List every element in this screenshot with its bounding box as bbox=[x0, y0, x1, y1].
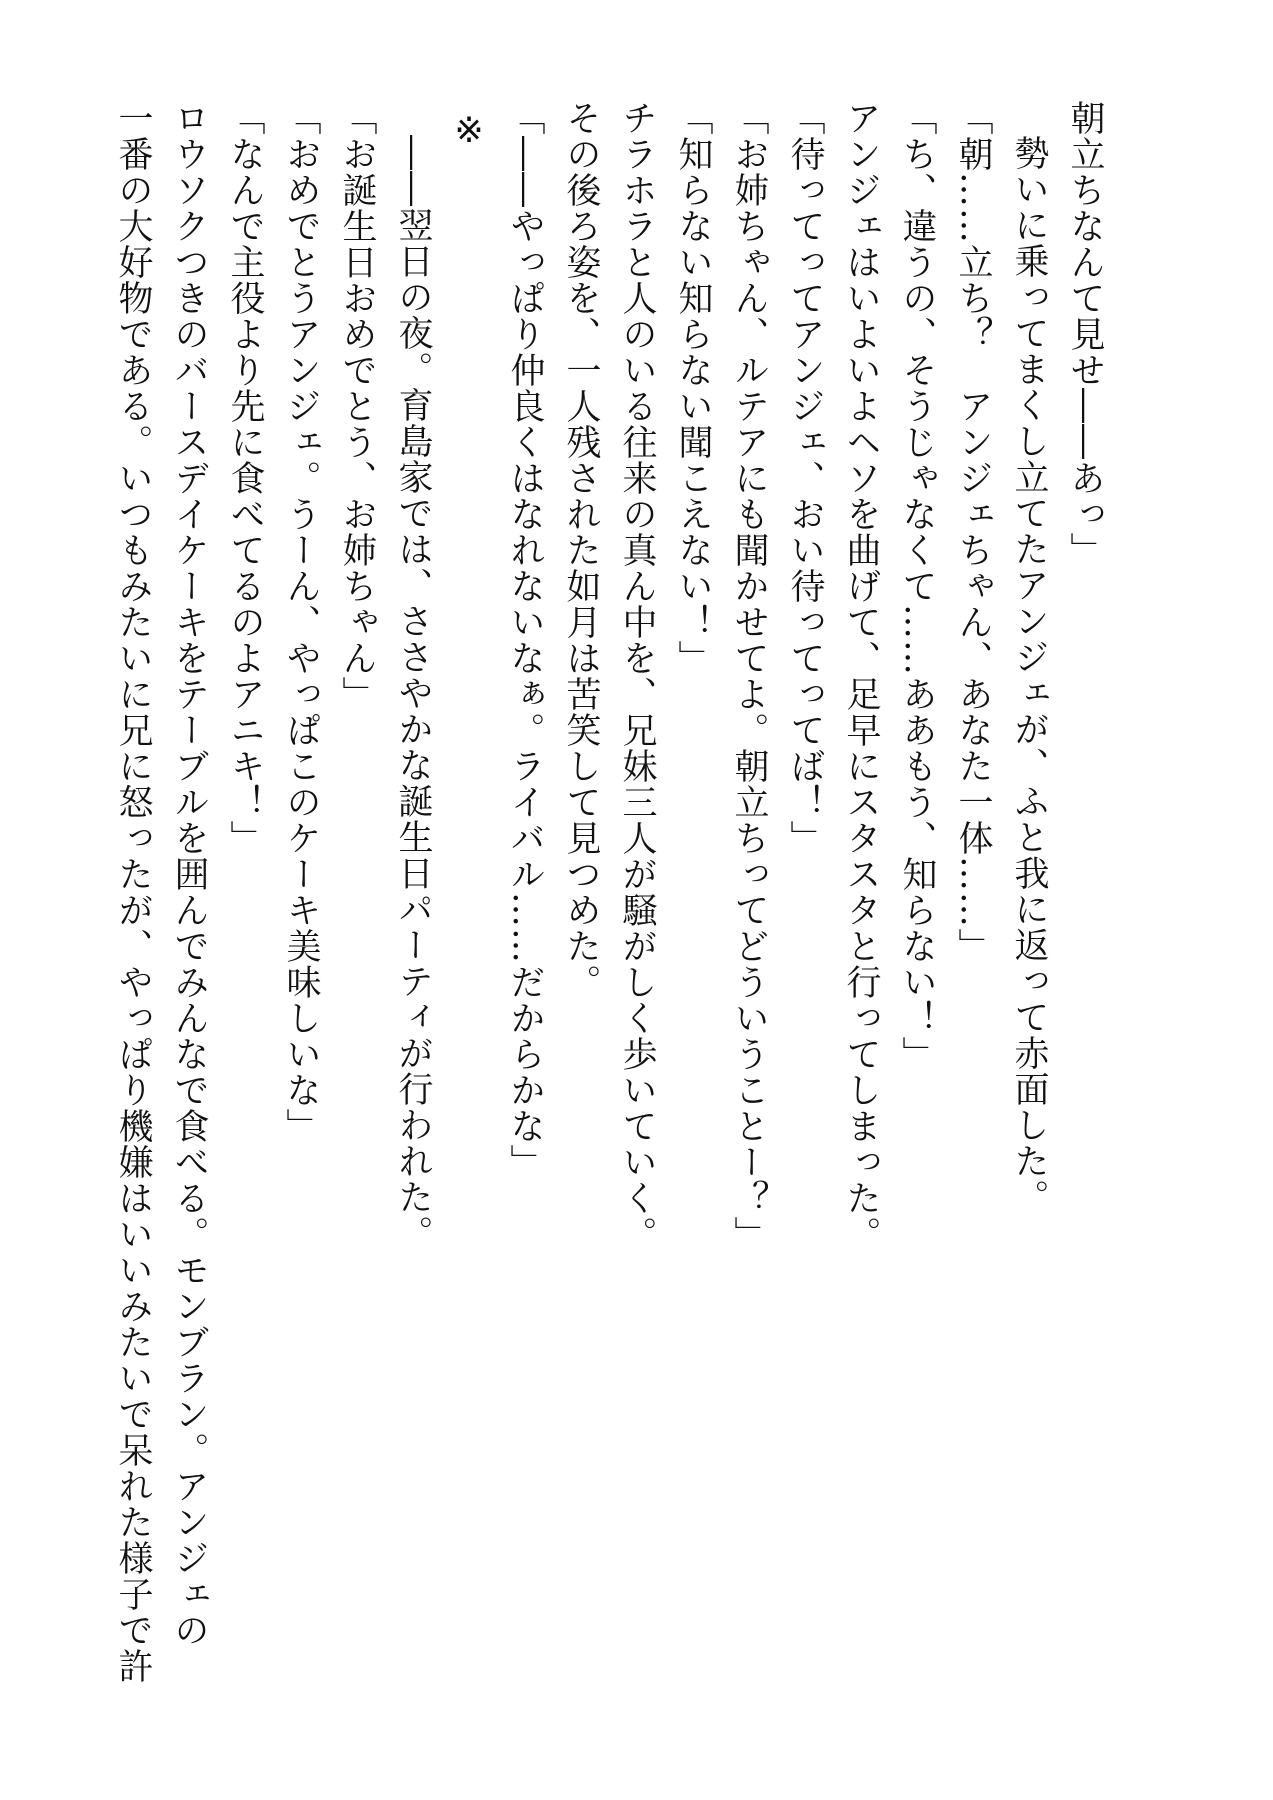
text-line: 「――やっぱり仲良くはなれないなぁ。ライバル……だからかな」 bbox=[505, 100, 545, 1180]
text-line: 勢いに乗ってまくし立てたアンジェが、ふと我に返って赤面した。 bbox=[1009, 135, 1049, 1215]
text-line: 「おめでとうアンジェ。うーん、やっぱこのケーキ美味しいな」 bbox=[281, 100, 321, 1144]
text-line: 朝立ちなんて見せ――あっ」 bbox=[1065, 100, 1105, 568]
text-line: チラホラと人のいる往来の真ん中を、兄妹三人が騒がしく歩いていく。 bbox=[617, 100, 657, 1252]
text-line: アンジェはいよいよヘソを曲げて、足早にスタスタと行ってしまった。 bbox=[841, 100, 881, 1252]
text-line: 「お誕生日おめでとう、お姉ちゃん」 bbox=[337, 100, 377, 712]
vertical-text-body bbox=[105, 100, 1113, 1684]
section-break-mark: ※ bbox=[449, 110, 489, 152]
text-line: ――翌日の夜。育島家では、ささやかな誕生日パーティが行われた。 bbox=[393, 135, 433, 1251]
text-line: 「朝……立ち？ アンジェちゃん、あなた一体……」 bbox=[953, 100, 993, 964]
text-line: ロウソクつきのバースデイケーキをテーブルを囲んでみんなで食べる。モンブラン。アンジェの bbox=[169, 100, 209, 1648]
text-line: 「ち、違うの、そうじゃなくて……ああもう、知らない！」 bbox=[897, 100, 937, 1072]
text-line: その後ろ姿を、一人残された如月は苦笑して見つめた。 bbox=[561, 100, 601, 1000]
text-line: 一番の大好物である。いつもみたいに兄に怒ったが、やっぱり機嫌はいいみたいで呆れた様子で許 bbox=[113, 100, 153, 1684]
text-line: 「知らない知らない聞こえない！」 bbox=[673, 100, 713, 676]
text-line: 「お姉ちゃん、ルテアにも聞かせてよ。朝立ちってどういうことー？」 bbox=[729, 100, 769, 1252]
text-line: 「なんで主役より先に食べてるのよアニキ！」 bbox=[225, 100, 265, 856]
text-line: 「待ってってアンジェ、おい待ってってば！」 bbox=[785, 100, 825, 856]
